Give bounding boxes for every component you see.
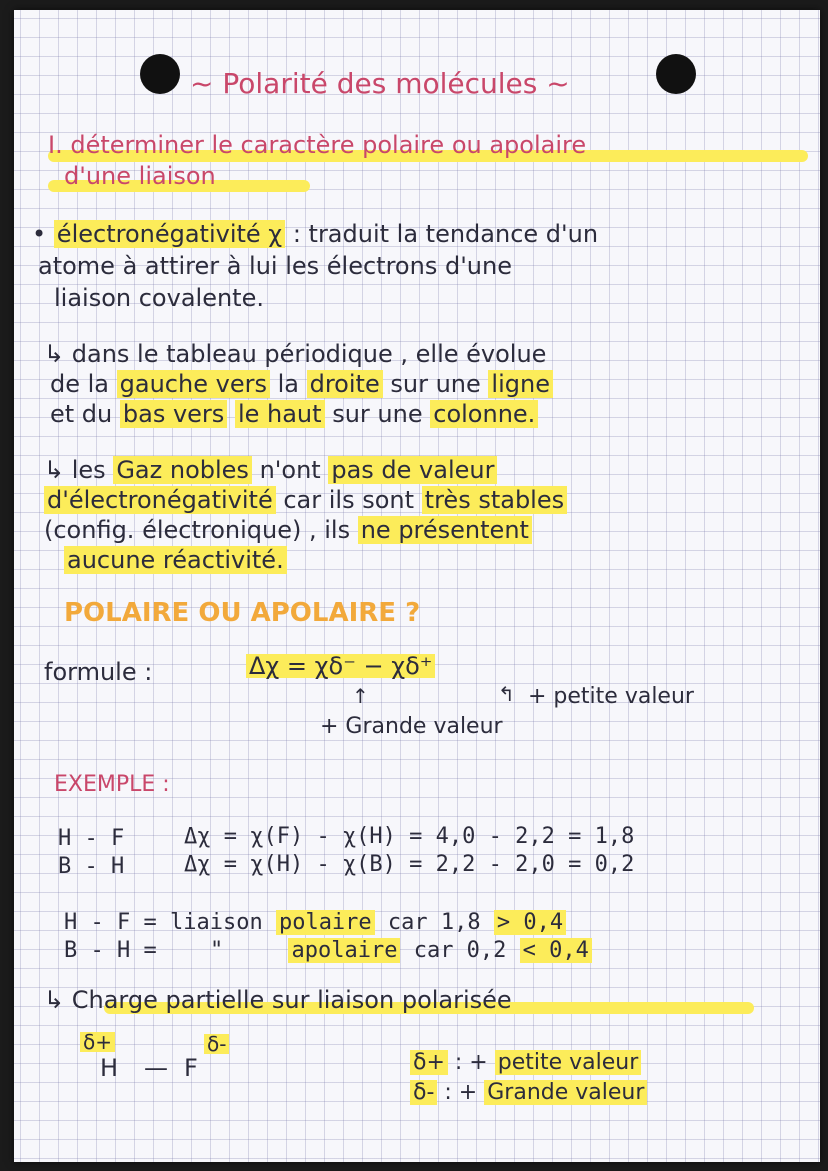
highlight-left-right: gauche vers [117, 370, 270, 398]
noble-line3 [44, 518, 532, 542]
noble-line4 [64, 548, 287, 572]
charge-heading: Charge partielle sur liaison polarisée [71, 986, 512, 1014]
legend-sep: : + [444, 1080, 478, 1105]
punch-hole-right [656, 54, 696, 94]
text: n'ont [259, 456, 321, 484]
electroneg-line3: liaison covalente. [54, 284, 264, 312]
ditto-mark: " [209, 938, 224, 963]
highlight-top: le haut [235, 400, 325, 428]
small-arrow-icon: ↰ [498, 682, 515, 706]
highlight-right: droite [307, 370, 383, 398]
highlight-no-reactivity: aucune réactivité. [64, 546, 287, 574]
legend-text: petite valeur [495, 1050, 642, 1075]
notebook-page [14, 10, 820, 1162]
periodic-line3 [50, 402, 538, 426]
periodic-line1 [44, 342, 546, 366]
highlight-greater: > 0,4 [494, 910, 566, 935]
text: sur une [390, 370, 481, 398]
legend-row-2 [410, 1082, 647, 1104]
example-bond-1: H - F [58, 826, 125, 851]
text: car 0,2 [413, 938, 507, 963]
text: la [277, 370, 299, 398]
charge-heading-line [44, 988, 512, 1012]
legend-sep: : + [454, 1050, 488, 1075]
legend-row-1 [410, 1052, 641, 1074]
page-title: ~ Polarité des molécules ~ [190, 67, 570, 100]
punch-hole-left [140, 54, 180, 94]
noble-line2 [44, 488, 567, 512]
arrow-icon: ↳ [44, 986, 65, 1014]
section-heading-line2: d'une liaison [64, 162, 216, 190]
text: les [71, 456, 106, 484]
example-label: EXEMPLE : [54, 772, 170, 797]
delta-plus-label: δ+ [80, 1032, 115, 1052]
example-bond-2: B - H [58, 854, 125, 879]
periodic-line2 [50, 372, 553, 396]
equals: = [143, 938, 157, 963]
electroneg-def: : traduit la tendance d'un [292, 220, 599, 248]
section-heading-line1: I. déterminer le caractère polaire ou apolaire [48, 131, 587, 159]
noble-line1 [44, 458, 497, 482]
formula-label: formule : [44, 658, 153, 686]
text: de la [50, 370, 110, 398]
text: car ils sont [283, 486, 415, 514]
arrow-icon: ↳ [44, 456, 65, 484]
equals: = [143, 910, 157, 935]
highlight-no-value: pas de valeur [328, 456, 497, 484]
highlight-row: ligne [488, 370, 553, 398]
text: liaison [169, 910, 263, 935]
bond: B - H [64, 938, 131, 963]
electroneg-line1 [32, 222, 598, 246]
highlight-column: colonne. [430, 400, 538, 428]
highlight-bottom-top: bas vers [120, 400, 227, 428]
polar-heading: POLAIRE OU APOLAIRE ? [64, 598, 421, 628]
conclusion-1 [64, 912, 566, 934]
highlight-noble-gases: Gaz nobles [113, 456, 252, 484]
legend-symbol: δ+ [410, 1050, 448, 1075]
conclusion-2 [64, 940, 592, 962]
arrow-icon: ↳ [44, 340, 65, 368]
legend-symbol: δ- [410, 1080, 437, 1105]
highlight-apolar: apolaire [288, 938, 400, 963]
small-value-note: + petite valeur [528, 684, 694, 709]
fluorine-atom: F [184, 1054, 198, 1082]
legend-text: Grande valeur [484, 1080, 647, 1105]
big-value-note: + Grande valeur [320, 714, 503, 739]
highlight-stable: très stables [422, 486, 567, 514]
bullet-dot: • [32, 220, 54, 248]
hydrogen-atom: H [100, 1054, 119, 1082]
text: sur une [332, 400, 423, 428]
electroneg-term: électronégativité χ [54, 220, 285, 248]
text: car 1,8 [387, 910, 481, 935]
highlight-no-present: ne présentent [358, 516, 532, 544]
bond: H - F [64, 910, 131, 935]
example-calc-2: Δχ = χ(H) - χ(B) = 2,2 - 2,0 = 0,2 [184, 852, 635, 877]
bond-dash: — [144, 1054, 168, 1082]
delta-minus-label: δ- [204, 1034, 229, 1054]
periodic-text: dans le tableau périodique , elle évolue [71, 340, 547, 368]
text: (config. électronique) , ils [44, 516, 351, 544]
formula-expression: Δχ = χδ⁻ − χδ⁺ [246, 654, 435, 678]
electroneg-line2: atome à attirer à lui les électrons d'une [38, 252, 512, 280]
example-calc-1: Δχ = χ(F) - χ(H) = 4,0 - 2,2 = 1,8 [184, 824, 635, 849]
text: et du [50, 400, 113, 428]
highlight-less: < 0,4 [520, 938, 592, 963]
highlight-electroneg: d'électronégativité [44, 486, 276, 514]
highlight-polar: polaire [276, 910, 375, 935]
up-arrow-icon: ↑ [352, 684, 369, 708]
